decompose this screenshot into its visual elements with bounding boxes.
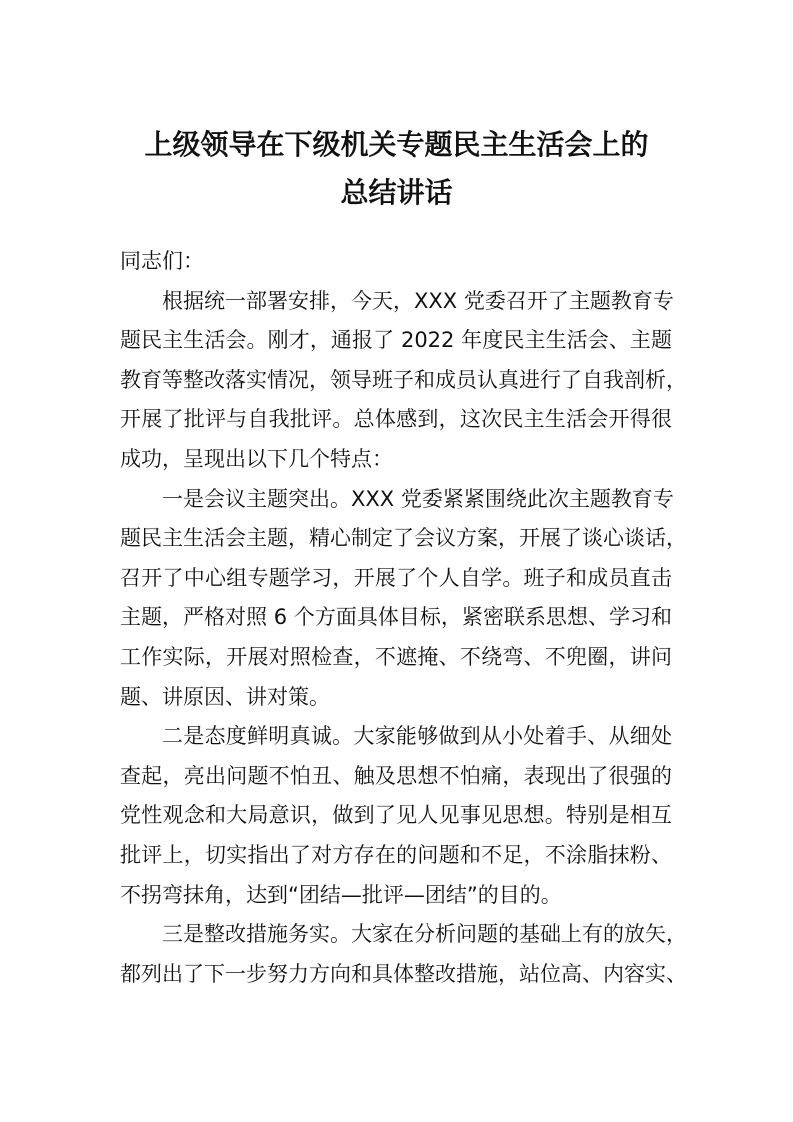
- paragraph-line: 一是会议主题突出。XXX 党委紧紧围绕此次主题教育专: [162, 486, 674, 511]
- paragraph-line: 都列出了下一步努力方向和具体整改措施，站位高、内容实、: [120, 961, 687, 986]
- paragraph: [120, 717, 672, 915]
- paragraph: [120, 480, 687, 718]
- document-title: [0, 121, 793, 217]
- paragraph-line: 题民主生活会。刚才，通报了 2022 年度民主生活会、主题: [120, 328, 672, 353]
- paragraph-line: 三是整改措施务实。大家在分析问题的基础上有的放矢，: [162, 922, 687, 947]
- paragraph-line: 根据统一部署安排，今天，XXX 党委召开了主题教育专: [162, 288, 674, 313]
- paragraph-line: 题民主生活会主题，精心制定了会议方案，开展了谈心谈话，: [120, 526, 687, 551]
- paragraph-line: 工作实际，开展对照检查，不遮掩、不绕弯、不兜圈，讲问: [120, 644, 672, 669]
- paragraphs: [120, 282, 687, 995]
- paragraph-line: 题、讲原因、讲对策。: [120, 684, 330, 709]
- paragraph: [120, 915, 687, 994]
- salutation: 同志们：: [120, 249, 204, 273]
- paragraph-line: 成功，呈现出以下几个特点：: [120, 446, 393, 471]
- paragraph-line: 开展了批评与自我批评。总体感到，这次民主生活会开得很: [120, 407, 672, 432]
- paragraph-line: 教育等整改落实情况，领导班子和成员认真进行了自我剖析，: [120, 367, 687, 392]
- paragraph-line: 召开了中心组专题学习，开展了个人自学。班子和成员直击: [120, 565, 672, 590]
- paragraph-line: 党性观念和大局意识，做到了见人见事见思想。特别是相互: [120, 803, 672, 828]
- paragraph-line: 二是态度鲜明真诚。大家能够做到从小处着手、从细处: [162, 724, 672, 749]
- title-line-1: 上级领导在下级机关专题民主生活会上的: [144, 128, 649, 161]
- paragraph-line: 查起，亮出问题不怕丑、触及思想不怕痛，表现出了很强的: [120, 763, 672, 788]
- paragraph: [120, 282, 687, 480]
- title-line-2: 总结讲话: [340, 176, 453, 209]
- document-body: [120, 242, 687, 994]
- paragraph-line: 批评上，切实指出了对方存在的问题和不足，不涂脂抹粉、: [120, 842, 672, 867]
- paragraph-line: 主题，严格对照 6 个方面具体目标，紧密联系思想、学习和: [120, 605, 672, 630]
- paragraph-line: 不拐弯抹角，达到“团结—批评—团结”的目的。: [120, 882, 562, 907]
